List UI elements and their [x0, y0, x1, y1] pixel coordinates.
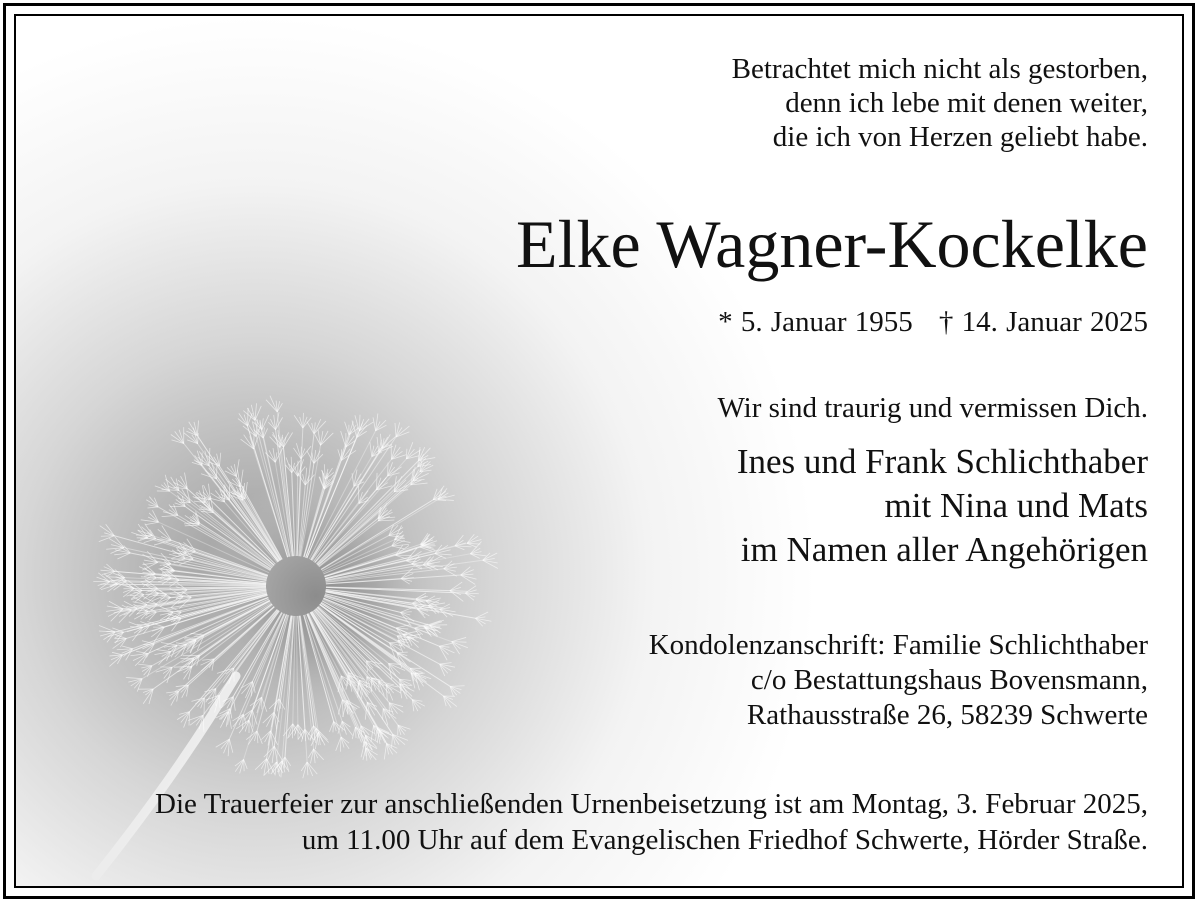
ceremony-notice	[155, 786, 1148, 858]
ceremony-line: um 11.00 Uhr auf dem Evangelischen Friedhof Schwerte, Hörder Straße.	[301, 824, 1148, 856]
mourner-line: Ines und Frank Schlichthaber	[736, 442, 1148, 481]
ceremony-line: Die Trauerfeier zur anschließenden Urnenbeisetzung ist am Montag, 3. Februar 2025,	[155, 788, 1148, 820]
obituary-card	[14, 14, 1184, 888]
address-line: c/o Bestattungshaus Bovensmann,	[750, 664, 1148, 696]
deceased-name: Elke Wagner-Kockelke	[516, 206, 1148, 282]
life-dates	[718, 304, 1148, 340]
motto-line: denn ich lebe mit denen weiter,	[785, 87, 1148, 119]
mourning-statement: Wir sind traurig und vermissen Dich.	[717, 392, 1148, 424]
mourner-line: im Namen aller Angehörigen	[740, 530, 1148, 569]
address-line: Kondolenzanschrift: Familie Schlichthaber	[648, 629, 1148, 661]
condolence-address	[649, 628, 1148, 733]
motto-quote	[732, 52, 1148, 154]
mourners-signature	[737, 440, 1148, 572]
mourner-line: mit Nina und Mats	[884, 486, 1148, 525]
motto-line: Betrachtet mich nicht als gestorben,	[731, 53, 1148, 85]
address-line: Rathausstraße 26, 58239 Schwerte	[746, 699, 1148, 731]
death-date: † 14. Januar 2025	[938, 306, 1148, 338]
motto-line: die ich von Herzen geliebt habe.	[772, 121, 1148, 153]
birth-date: * 5. Januar 1955	[718, 306, 913, 338]
